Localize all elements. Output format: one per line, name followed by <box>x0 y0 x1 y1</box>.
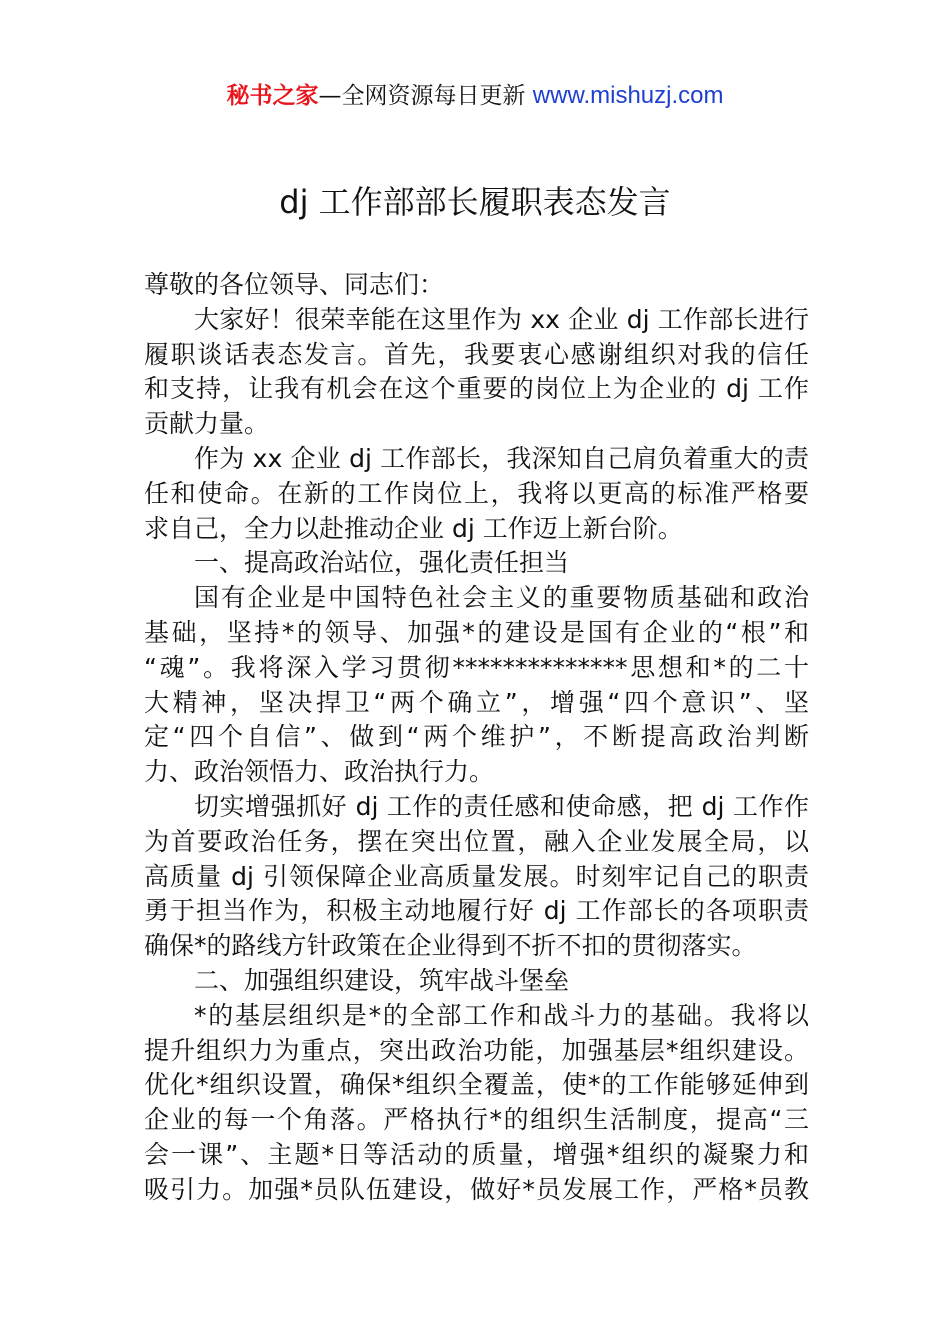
paragraph-line: 任和使命。在新的工作岗位上，我将以更高的标准严格要 <box>144 478 809 508</box>
document-title: dj 工作部部长履职表态发言 <box>279 183 671 221</box>
paragraph-line: 提升组织力为重点，突出政治功能，加强基层*组织建设。 <box>144 1035 809 1065</box>
paragraph-line: 履职谈话表态发言。首先，我要衷心感谢组织对我的信任 <box>144 339 809 369</box>
paragraph-line: 勇于担当作为，积极主动地履行好 dj 工作部长的各项职责 <box>144 896 809 926</box>
paragraph-line: 优化*组织设置，确保*组织全覆盖，使*的工作能够延伸到 <box>144 1070 809 1100</box>
section-heading-2: 二、加强组织建设，筑牢战斗堡垒 <box>194 965 570 995</box>
paragraph-line: 高质量 dj 引领保障企业高质量发展。时刻牢记自己的职责 <box>144 861 809 891</box>
paragraph-line: 大家好！很荣幸能在这里作为 xx 企业 dj 工作部长进行 <box>194 304 809 334</box>
site-brand: 秘书之家 <box>226 83 319 109</box>
paragraph-line: 切实增强抓好 dj 工作的责任感和使命感，把 dj 工作作 <box>194 791 809 821</box>
site-url-link[interactable]: www.mishuzj.com <box>532 82 724 109</box>
paragraph-line: 和支持，让我有机会在这个重要的岗位上为企业的 dj 工作 <box>144 374 809 404</box>
paragraph-line: “魂”。我将深入学习贯彻**************思想和*的二十 <box>144 652 809 682</box>
paragraph-line: 为首要政治任务，摆在突出位置，融入企业发展全局，以 <box>144 826 809 856</box>
paragraph-line: 确保*的路线方针政策在企业得到不折不扣的贯彻落实。 <box>144 931 757 961</box>
paragraph-line: 会一课”、主题*日等活动的质量，增强*组织的凝聚力和 <box>144 1139 809 1169</box>
paragraph-line: *的基层组织是*的全部工作和战斗力的基础。我将以 <box>194 1000 809 1030</box>
section-heading-1: 一、提高政治站位，强化责任担当 <box>194 548 570 578</box>
paragraph-line: 基础，坚持*的领导、加强*的建设是国有企业的“根”和 <box>144 617 809 647</box>
document-body <box>144 268 809 1208</box>
site-tagline: —全网资源每日更新 <box>318 83 533 109</box>
salutation-line: 尊敬的各位领导、同志们： <box>144 270 445 299</box>
paragraph-line: 国有企业是中国特色社会主义的重要物质基础和政治 <box>194 583 809 613</box>
site-header <box>0 80 950 112</box>
paragraph-line: 定“四个自信”、做到“两个维护”，不断提高政治判断 <box>144 722 809 752</box>
paragraph-line: 吸引力。加强*员队伍建设，做好*员发展工作，严格*员教 <box>144 1174 809 1204</box>
paragraph-line: 求自己，全力以赴推动企业 dj 工作迈上新台阶。 <box>144 513 683 543</box>
paragraph-line: 作为 xx 企业 dj 工作部长，我深知自己肩负着重大的责 <box>194 443 809 473</box>
paragraph-line: 企业的每一个角落。严格执行*的组织生活制度，提高“三 <box>144 1105 809 1135</box>
paragraph-line: 大精神，坚决捍卫“两个确立”，增强“四个意识”、坚 <box>144 687 809 717</box>
paragraph-line: 力、政治领悟力、政治执行力。 <box>144 757 495 787</box>
paragraph-line: 贡献力量。 <box>144 409 270 439</box>
